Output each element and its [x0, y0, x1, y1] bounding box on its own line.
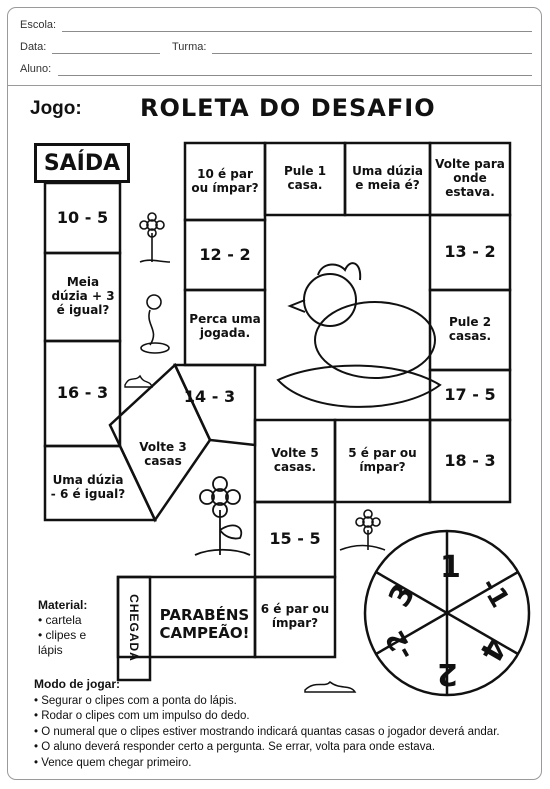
congrats-text: PARABÉNS CAMPEÃO! [159, 606, 250, 642]
material-heading: Material: [38, 598, 88, 612]
cell-19: 15 - 5 [269, 529, 321, 549]
instructions-section [34, 677, 500, 771]
cell-14: Pule 2 casas. [448, 315, 492, 343]
cell-11: Uma dúzia e meia é? [352, 164, 423, 192]
cell-12: Volte para onde estava. [435, 157, 505, 199]
instruction-item: • O numeral que o clipes estiver mostrando indicará quantas casas o jogador deverá andar. [34, 725, 500, 738]
school-label: Escola: [20, 19, 57, 31]
student-label: Aluno: [20, 63, 52, 75]
cell-8: 12 - 2 [199, 244, 251, 264]
instruction-item: • O aluno deverá responder certo a pergunta. Se errar, volta para onde estava. [34, 741, 436, 753]
finish-label: CHEGADA [127, 594, 142, 662]
cell-5: Volte 3 casas [139, 440, 187, 468]
wheel-number-5: -2 [380, 624, 421, 666]
cell-20: 6 é par ou ímpar? [260, 602, 330, 630]
material-section [38, 598, 100, 658]
cell-16: 18 - 3 [444, 450, 496, 470]
class-label: Turma: [172, 41, 207, 53]
game-title: ROLETA DO DESAFIO [140, 94, 436, 122]
cell-7: Perca uma jogada. [189, 312, 261, 340]
instruction-item: • Vence quem chegar primeiro. [34, 756, 192, 769]
game-label: Jogo: [30, 98, 82, 119]
wheel-number-4: 2 [437, 656, 458, 691]
material-item: • cartela [38, 613, 82, 627]
cell-13: 13 - 2 [444, 242, 496, 262]
instructions-heading: Modo de jogar: [34, 677, 120, 691]
instruction-item: • Rodar o clipes com um impulso do dedo. [34, 710, 250, 722]
start-label: SAÍDA [34, 143, 130, 183]
wheel-number-1: 1 [440, 550, 461, 585]
instruction-item: • Segurar o clipes com a ponta do lápis. [34, 694, 237, 707]
wheel-number-6: 3 [382, 577, 423, 614]
cell-1: 10 - 5 [56, 207, 109, 227]
date-label: Data: [20, 41, 47, 53]
cell-18: Volte 5 casas. [271, 446, 319, 474]
material-item: • clipes e lápis [38, 628, 87, 657]
cell-3: 16 - 3 [56, 383, 109, 403]
wheel-number-3: 4 [472, 631, 513, 668]
cell-2: Meia dúzia + 3 é igual? [51, 275, 115, 317]
cell-15: 17 - 5 [444, 384, 496, 404]
wheel-number-2: -1 [474, 572, 515, 614]
cell-9: 10 é par ou ímpar? [191, 166, 259, 195]
cell-10: Pule 1 casa. [283, 164, 327, 192]
cell-6: 14 - 3 [183, 387, 236, 407]
cell-4: Uma dúzia - 6 é igual? [50, 473, 126, 501]
cell-17: 5 é par ou ímpar? [348, 446, 417, 474]
